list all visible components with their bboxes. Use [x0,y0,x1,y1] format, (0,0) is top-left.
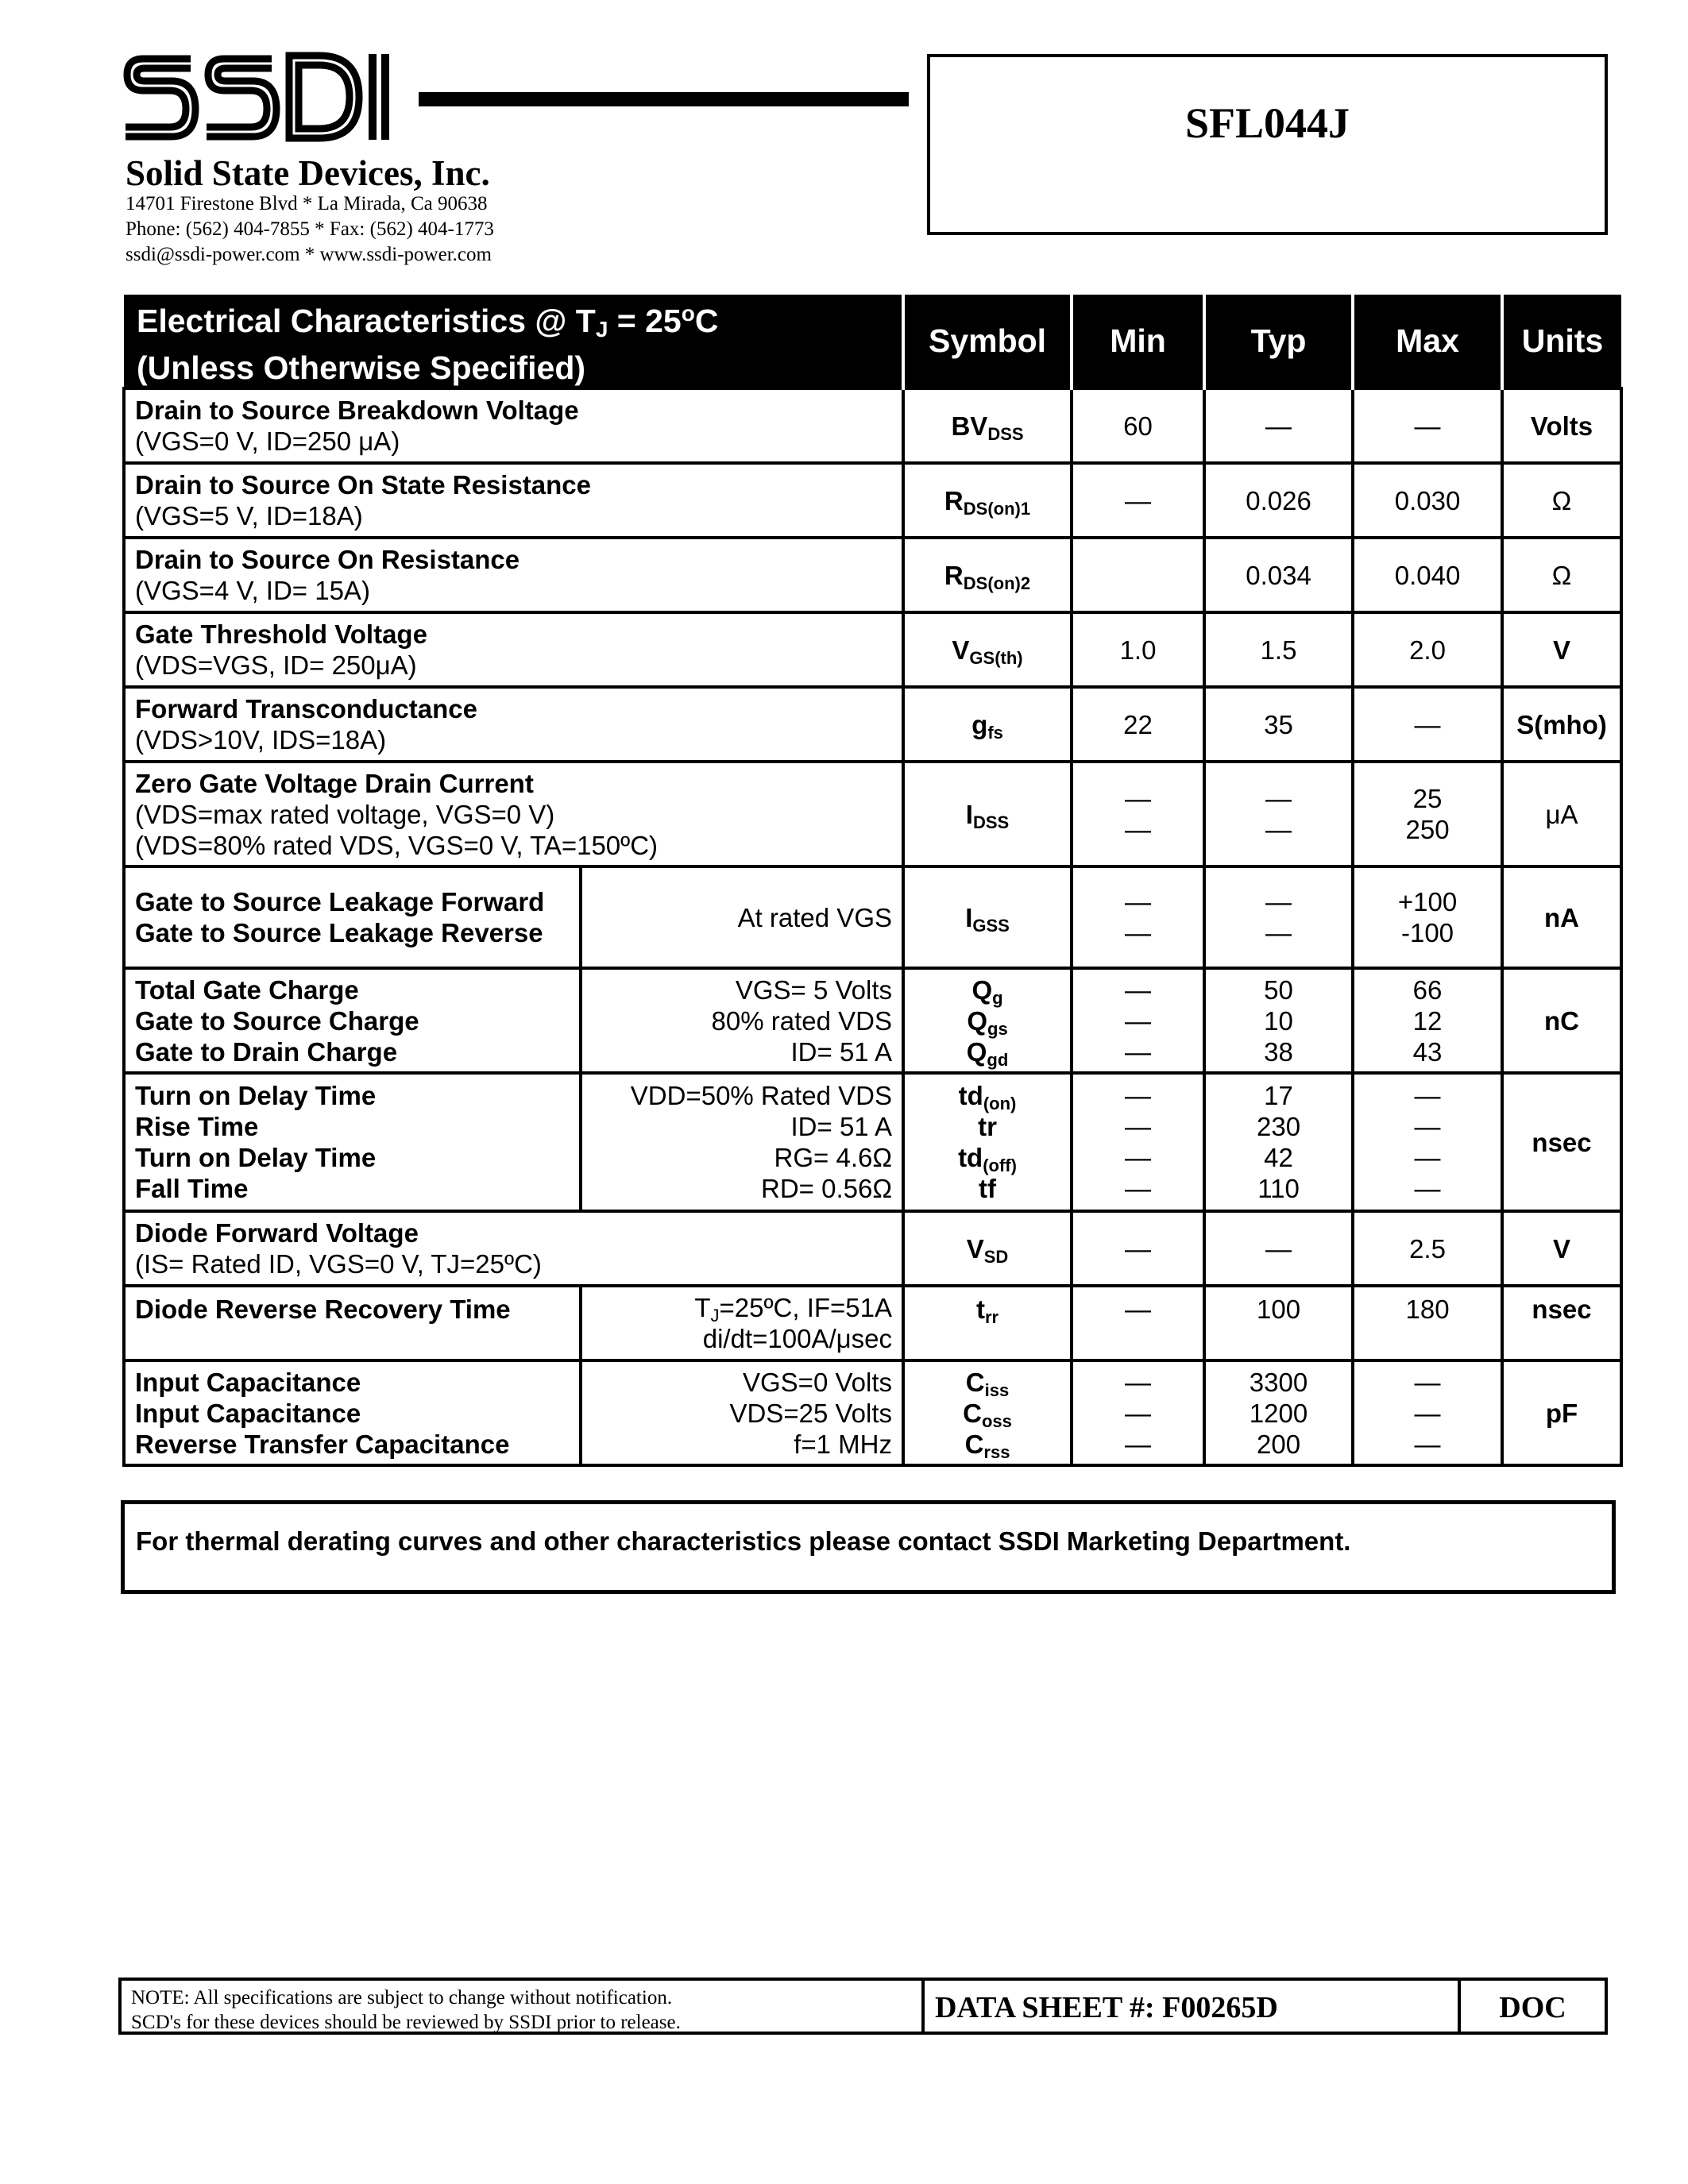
table-row: Drain to Source Breakdown Voltage (VGS=0 V, ID=250 μA) $BV_{DSS}$ 60 — — Volts [124,388,1621,463]
ssdi-logo [121,49,399,152]
table-row: Gate Threshold Voltage (VDS=VGS, ID= 250μA) $V_{GS(th)}$ 1.0 1.5 2.0 V [124,612,1621,687]
table-row: Turn on Delay Time Rise Time Turn on Delay Time Fall Time VDD=50% Rated VDS ID= 51 A RG= 4.6Ω RD= 0.56Ω $td_{(on)}$ tr $td_{(off)}$ tf — — — — 17 230 42 110 — — — — nsec [124,1073,1621,1211]
table-row: Drain to Source On Resistance (VGS=4 V, ID= 15A) $R_{DS(on)2}$ 0.034 0.040 Ω [124,538,1621,612]
table-row: Gate to Source Leakage Forward Gate to Source Leakage Reverse At rated VGS $I_{GSS}$ — — — — +100 -100 nA [124,866,1621,968]
col-units: Units [1502,295,1621,388]
part-number-box [927,54,1608,235]
table-row: Diode Reverse Recovery Time $T_J=25ºC$, IF=51A di/dt=100A/μsec $t_{rr}$ — 100 180 nsec [124,1286,1621,1360]
contact-note: For thermal derating curves and other characteristics please contact SSDI Marketing Department. [136,1526,1351,1556]
part-number: SFL044J [1184,99,1350,147]
col-min: Min [1072,295,1204,388]
header-rule [419,92,909,106]
company-address: 14701 Firestone Blvd * La Mirada, Ca 90638 [126,193,488,214]
footer [118,1978,1608,2035]
table-row: Drain to Source On State Resistance (VGS=5 V, ID=18A) $R_{DS(on)1}$ — 0.026 0.030 Ω [124,463,1621,538]
col-symbol: Symbol [903,295,1072,388]
table-row: Zero Gate Voltage Drain Current (VDS=max rated voltage, VGS=0 V) (VDS=80% rated VDS, VGS=0 V, TA=150ºC) $I_{DSS}$ — — — — 25 250 μA [124,762,1621,866]
table-row: Diode Forward Voltage (IS= Rated ID, VGS=0 V, TJ=25ºC) $V_{SD}$ — — 2.5 V [124,1211,1621,1286]
footer-note: NOTE: All specifications are subject to change without notification. SCD's for these devices should be reviewed by SSDI prior to release. [131,1987,681,2033]
electrical-characteristics-table [122,295,1623,1467]
table-header-row [124,295,1621,388]
doc-label: DOC [1499,1991,1566,2024]
col-typ: Typ [1204,295,1353,388]
contact-note-box [121,1500,1616,1594]
footer-divider [921,1981,925,2032]
col-max: Max [1353,295,1502,388]
table-row: Forward Transconductance (VDS>10V, IDS=18A) $g_{fs}$ 22 35 — S(mho) [124,687,1621,762]
table-title: Electrical Characteristics @ TJ = $25^oC$ (Unless Otherwise Specified) [124,295,903,388]
company-web: ssdi@ssdi-power.com * www.ssdi-power.com [126,244,492,265]
table-row: Input Capacitance Input Capacitance Reverse Transfer Capacitance VGS=0 Volts VDS=25 Volts f=1 MHz $C_{iss}$ $C_{oss}$ $C_{rss}$ — — — 3300 1200 200 — — — pF [124,1360,1621,1465]
company-phone: Phone: (562) 404-7855 * Fax: (562) 404-1773 [126,218,494,240]
company-name: Solid State Devices, Inc. [126,153,490,193]
data-sheet-number: DATA SHEET #: F00265D [935,1991,1278,2024]
table-row: Total Gate Charge Gate to Source Charge Gate to Drain Charge VGS= 5 Volts 80% rated VDS ID= 51 A $Q_g$ $Q_{gs}$ $Q_{gd}$ — — — 50 10 38 66 12 43 nC [124,968,1621,1073]
